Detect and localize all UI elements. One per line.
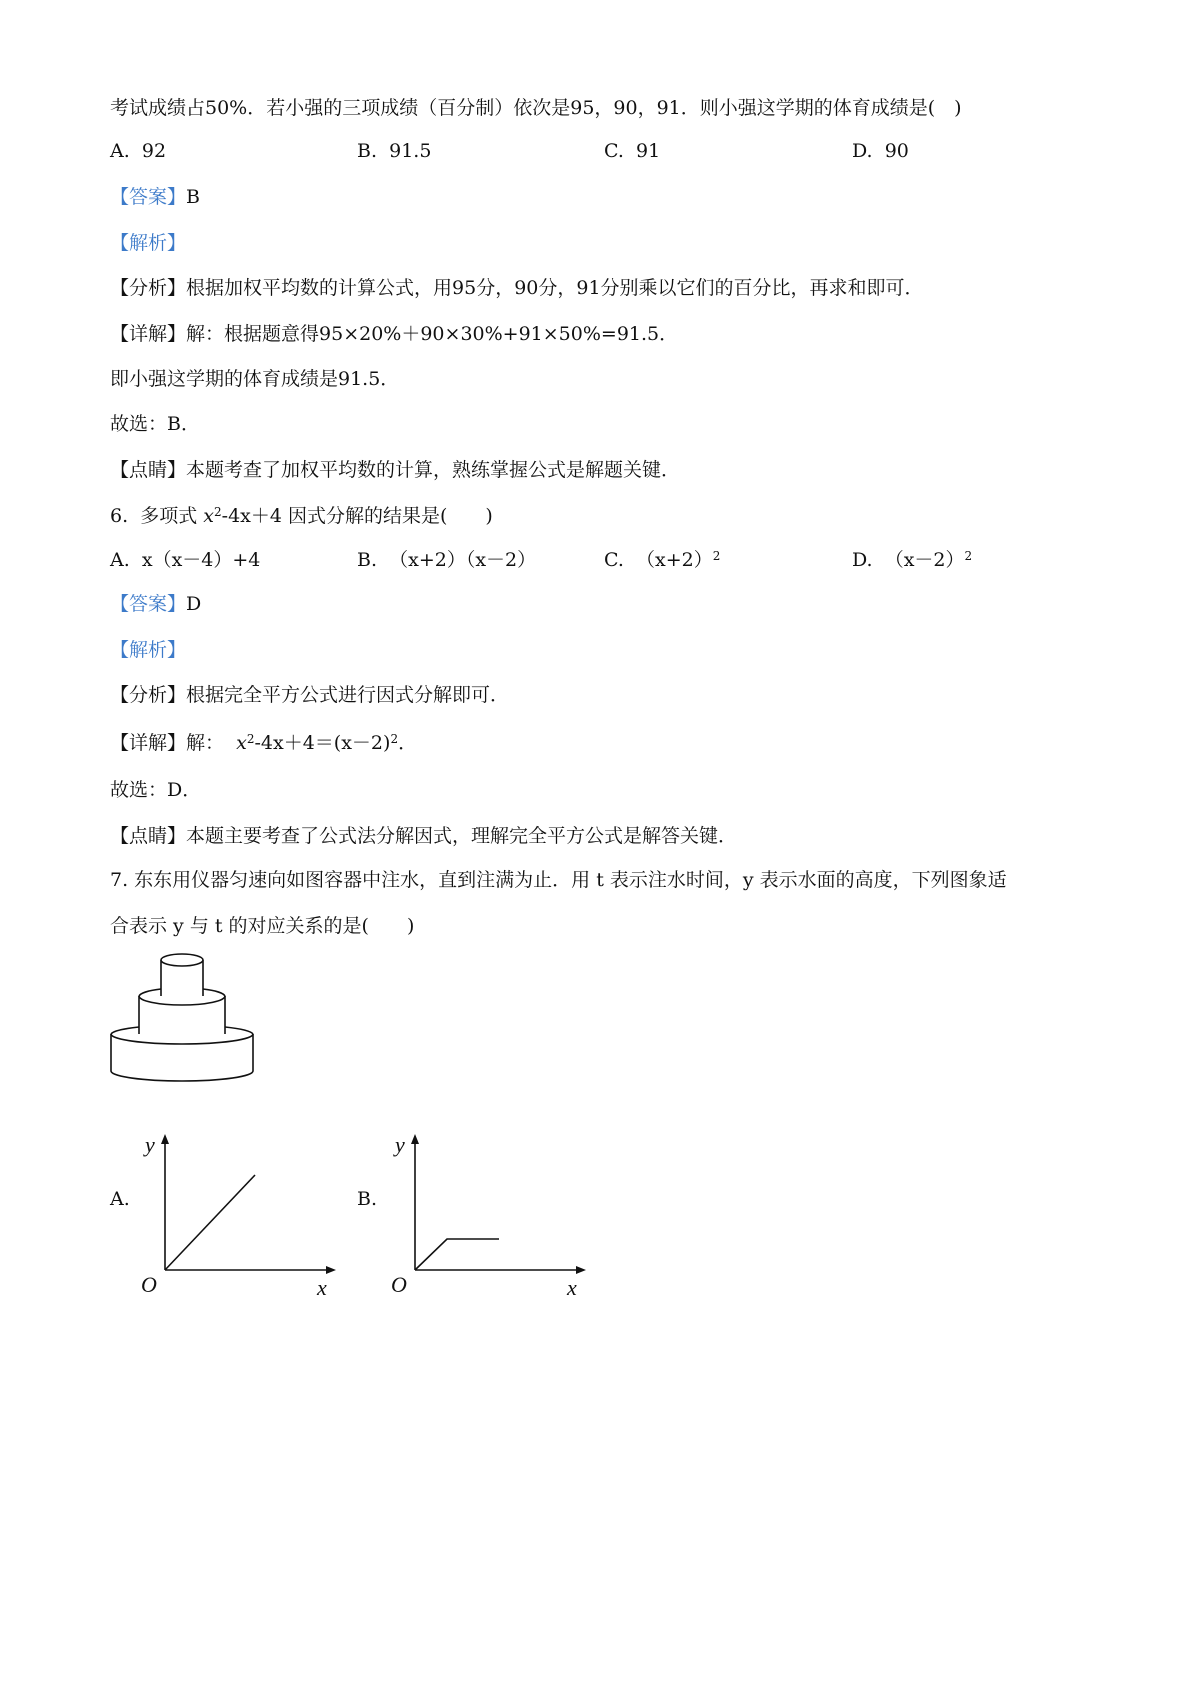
question-number: 6.: [110, 505, 129, 527]
xiangjie-mid: -4x＋4＝(x－2): [254, 732, 391, 754]
x-axis-label: x: [567, 1275, 577, 1300]
xiangjie-exponent-2: 2: [390, 732, 399, 746]
xiangjie-exponent: 2: [246, 732, 255, 746]
option-text: （x+2）（x－2）: [389, 549, 537, 571]
fenxi-text: 根据加权平均数的计算公式，用95分，90分，91分别乘以它们的百分比，再求和即可．: [186, 277, 924, 299]
x-axis-arrow: [576, 1266, 586, 1274]
option-letter: B.: [357, 549, 378, 571]
option-text: 91.5: [389, 140, 432, 162]
option-text: （x－2）: [884, 549, 965, 571]
y-axis-label: y: [395, 1132, 405, 1157]
q5-answer: [110, 183, 200, 211]
q7-stem-line1: 7. 东东用仪器匀速向如图容器中注水，直到注满为止．用 t 表示注水时间，y 表示水面的高度，下列图象适: [110, 869, 1007, 891]
option-text: 92: [141, 140, 167, 162]
x-axis-label: x: [317, 1275, 327, 1300]
option-letter: B.: [357, 140, 378, 162]
q6-stem: [110, 502, 493, 530]
q5-option-d: [852, 137, 909, 165]
option-text: x（x－4）+4: [141, 549, 261, 571]
q6-analysis-tag: 【解析】: [110, 639, 187, 661]
q6-option-d: [852, 546, 972, 574]
y-axis-arrow: [161, 1134, 169, 1144]
option-letter: A.: [110, 140, 130, 162]
xiangjie-pre: 解：: [186, 732, 225, 754]
fenxi-tag: 【分析】: [110, 277, 187, 299]
q5-fenxi: [110, 274, 924, 302]
graph-line: [415, 1239, 499, 1270]
fenxi-text: 根据完全平方公式进行因式分解即可．: [186, 684, 510, 706]
q5-dianjing: [110, 456, 680, 484]
xiangjie-text: 解：根据题意得95×20%＋90×30%+91×50%=91.5．: [186, 323, 679, 345]
origin-label: O: [391, 1272, 407, 1297]
q5-conclusion: 即小强这学期的体育成绩是91.5．: [110, 368, 400, 390]
q7-stem-line2: 合表示 y 与 t 的对应关系的是( ): [110, 915, 415, 937]
option-letter: A.: [110, 549, 130, 571]
graph-line: [165, 1175, 255, 1270]
q5-option-a: [110, 137, 166, 165]
stem-prefix: 多项式: [140, 505, 198, 527]
q5-option-b: [357, 137, 431, 165]
q5-analysis-tag: 【解析】: [110, 232, 187, 254]
y-axis-label: y: [145, 1132, 155, 1157]
option-text: 91: [636, 140, 661, 162]
q6-option-c: [604, 546, 720, 574]
xiangjie-tag: 【详解】: [110, 323, 187, 345]
option-letter: C.: [604, 549, 624, 571]
q5-stem-tail: 考试成绩占50%．若小强的三项成绩（百分制）依次是95，90，91．则小强这学期的体育成绩是( ): [110, 97, 962, 119]
x-axis-arrow: [326, 1266, 336, 1274]
answer-value: B: [186, 186, 200, 208]
q7-graph-a: [135, 1130, 345, 1300]
q6-choice: 故选：D．: [110, 779, 202, 801]
stem-suffix: 因式分解的结果是( ): [288, 505, 493, 527]
dianjing-tag: 【点睛】: [110, 459, 187, 481]
answer-value: D: [186, 593, 202, 615]
option-exponent: 2: [712, 549, 721, 563]
q5-option-c: [604, 137, 660, 165]
q6-dianjing: [110, 822, 737, 850]
option-text: 90: [884, 140, 909, 162]
option-text: （x+2）: [636, 549, 713, 571]
fenxi-tag: 【分析】: [110, 684, 187, 706]
q6-xiangjie: [110, 729, 417, 757]
q6-answer: [110, 590, 201, 618]
q7-graph-b: [385, 1130, 595, 1300]
y-axis-arrow: [411, 1134, 419, 1144]
option-letter: D.: [852, 549, 873, 571]
xiangjie-var: x: [236, 732, 247, 754]
q7-option-b-letter: B.: [357, 1188, 378, 1210]
dianjing-tag: 【点睛】: [110, 825, 187, 847]
dianjing-text: 本题主要考查了公式法分解因式，理解完全平方公式是解答关键．: [186, 825, 738, 847]
q6-option-a: [110, 546, 260, 574]
q6-fenxi: [110, 681, 509, 709]
container-figure: [108, 948, 258, 1083]
option-letter: D.: [852, 140, 873, 162]
q5-choice: 故选：B．: [110, 413, 200, 435]
answer-tag: 【答案】: [110, 593, 187, 615]
q6-option-b: [357, 546, 536, 574]
expr-rest: -4x＋4: [221, 505, 282, 527]
dianjing-text: 本题考查了加权平均数的计算，熟练掌握公式是解题关键．: [186, 459, 681, 481]
xiangjie-end: ．: [398, 732, 418, 754]
xiangjie-tag: 【详解】: [110, 732, 187, 754]
expr-exponent: 2: [214, 505, 222, 519]
q7-option-a-letter: A.: [110, 1188, 130, 1210]
option-letter: C.: [604, 140, 624, 162]
expr-var: x: [203, 505, 215, 527]
q5-xiangjie: [110, 320, 678, 348]
origin-label: O: [141, 1272, 157, 1297]
option-exponent: 2: [964, 549, 973, 563]
answer-tag: 【答案】: [110, 186, 187, 208]
